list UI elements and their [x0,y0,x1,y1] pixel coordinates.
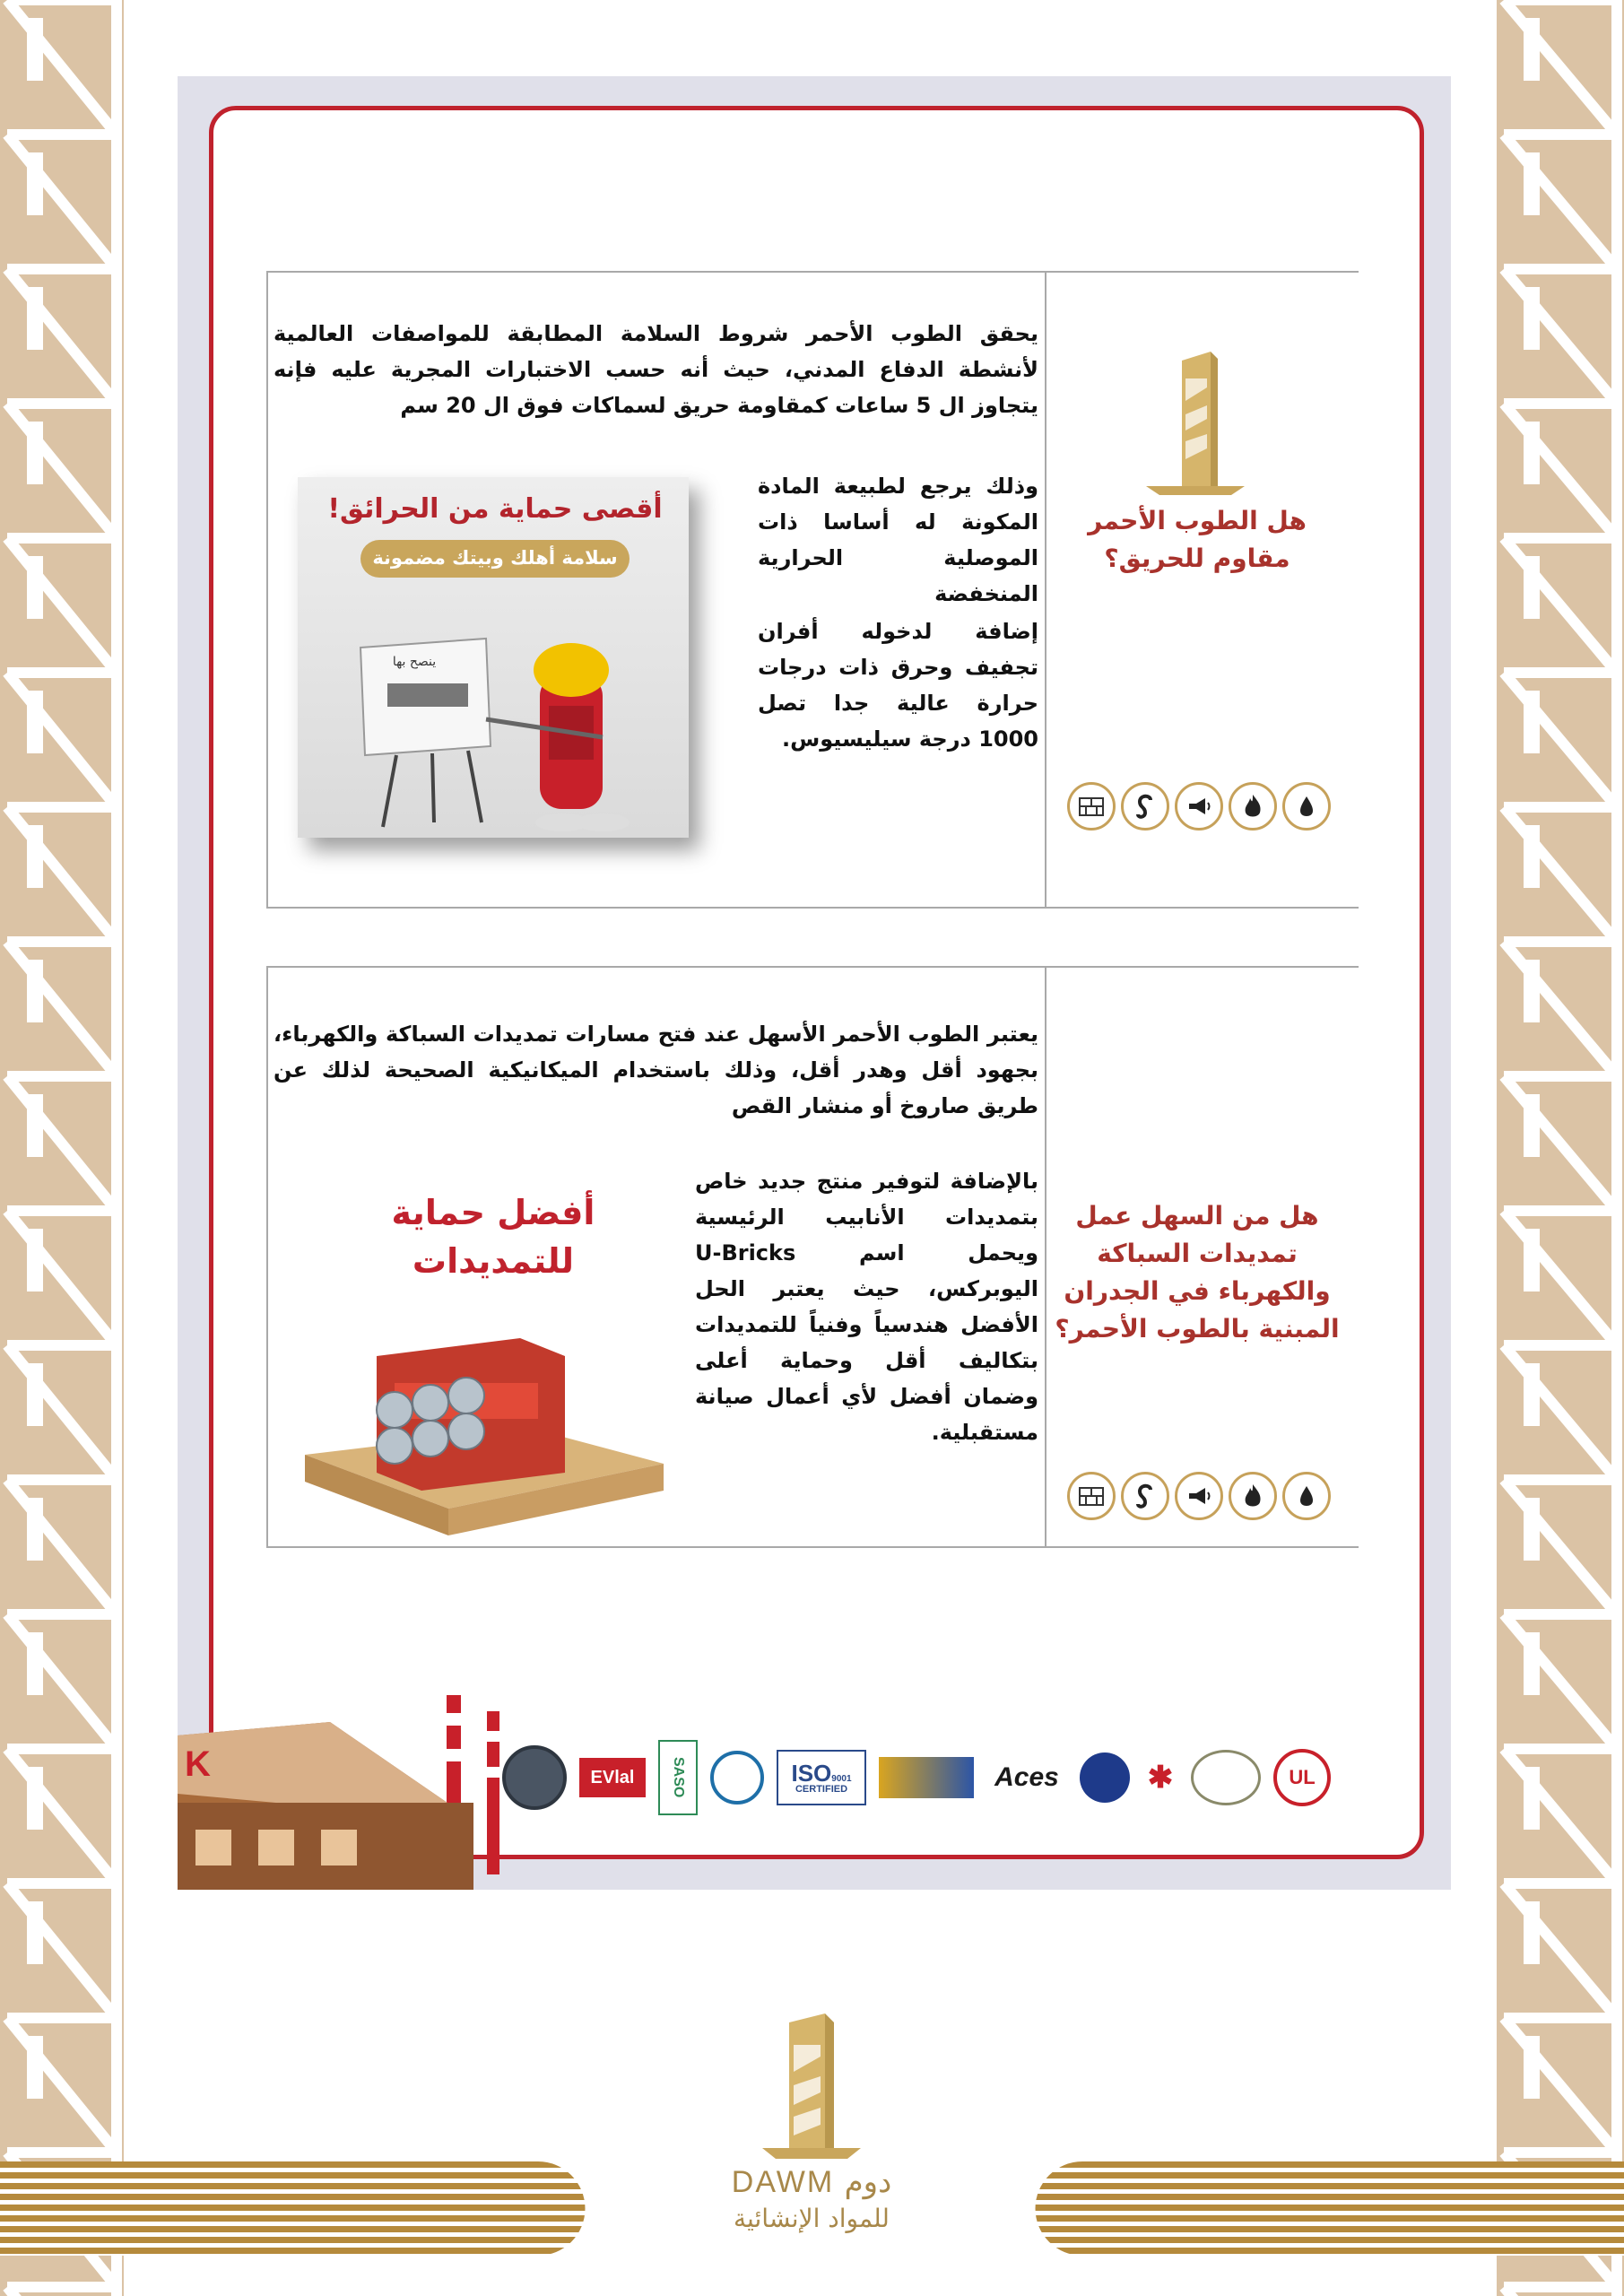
answer-fire-p1: يحقق الطوب الأحمر شروط السلامة المطابقة للمواصفات العالمية لأنشطة الدفاع المدني، حيث أنه حسب الاختبارات المجرية عليه فإنه يتجاوز ال 5 ساعات كمقاومة حريق لسماكات فوق ال 20 سم [274,321,1038,418]
question-plumbing: هل من السهل عمل تمديدات السباكة والكهرباء في الجدران المبنية بالطوب الأحمر؟ [1055,1201,1340,1344]
band-stroke [7,269,117,404]
band-stroke [7,404,117,538]
tower-logo-icon [1146,352,1245,495]
band-bar [1524,556,1540,619]
dawm-brand-logo [699,2013,924,2274]
band-bar [1524,287,1540,350]
band-bar [1524,825,1540,888]
answer-plumbing-p2: بالإضافة لتوفير منتج جديد خاص بتمديدات الأنابيب الرئيسية ويحمل اسم U-Bricks اليوبركس، حيث يعتبر الحل الأفضل هندسياً وفنياً للتمديدات بتكاليف أقل وحماية أعلى وضمان أفضل لأي أعمال صيانة مستقبلية. [695,1169,1038,1445]
ad-title-pipes-line2: للتمديدات [412,1241,575,1281]
feature-icons-plumbing [1067,1472,1331,1520]
band-stroke [1504,807,1617,942]
band-bar [1524,152,1540,215]
factory-letter: K [185,1744,211,1784]
band-bar [27,1094,43,1157]
band-stroke [1504,0,1617,135]
evlal-logo: EVlal [579,1758,646,1797]
band-stroke [7,1749,117,1883]
band-stroke [7,1883,117,2018]
band-bar [27,287,43,350]
megaphone-icon [1175,1472,1223,1520]
band-bar [1524,960,1540,1022]
band-stroke [7,1614,117,1749]
drop-icon [1282,1472,1331,1520]
band-stroke [7,1345,117,1480]
band-stroke [1504,1480,1617,1614]
band-stroke [1504,1749,1617,1883]
band-bar [1524,1229,1540,1292]
brick-wall-icon [1067,782,1116,831]
ad-subtitle-fire: سلامة أهلك وبيتك مضمونة [372,547,618,569]
band-bar [27,18,43,81]
band-bar [27,556,43,619]
answer-plumbing-p1: يعتبر الطوب الأحمر الأسهل عند فتح مسارات تمديدات السباكة والكهرباء، بجهود أقل وهدر أقل، وذلك باستخدام الميكانيكية الصحيحة لذلك عن طريق صاروخ أو منشار القص [274,1022,1038,1118]
brand-name: DAWM دوم [731,2165,892,2199]
band-bar [27,1229,43,1292]
band-stroke [7,2287,117,2296]
u-brick-pipes-illustration [296,1302,673,1535]
ad-board-text: ينصح بها [392,655,437,669]
band-bar [27,152,43,215]
band-bar [1524,422,1540,484]
saso-logo: SASO [658,1740,698,1815]
seal-logo-icon [502,1745,567,1810]
column-divider [1045,273,1046,907]
aces-logo: Aces [994,1762,1059,1792]
decorative-side-band-right [1497,0,1624,2296]
band-stroke [7,1076,117,1211]
tower-logo-icon [699,2013,924,2166]
ear-icon [1121,782,1169,831]
band-bar [1524,1632,1540,1695]
band-stroke [1504,1345,1617,1480]
gold-stripes-right [1033,2161,1624,2256]
band-bar [27,1363,43,1426]
band-bar [27,1632,43,1695]
band-stroke [1504,673,1617,807]
fire-protection-ad-image [298,477,689,838]
band-stroke [7,2018,117,2152]
band-stroke [7,1480,117,1614]
band-bar [27,1498,43,1561]
band-stroke [7,1211,117,1345]
pipes-protection-ad-image [296,1168,673,1535]
answer-fire-p2: وذلك يرجع لطبيعة المادة المكونة له أساسا ذات الموصلية الحرارية المنخفضة [758,474,1038,606]
band-stroke [7,942,117,1076]
certification-logos [502,1740,1331,1815]
arrows-logo-icon: ✱ [1147,1761,1174,1795]
shield-logo-icon [1191,1750,1261,1805]
decorative-side-band-left [0,0,124,2296]
band-stroke [7,538,117,673]
ear-icon [1121,1472,1169,1520]
drop-icon [1282,782,1331,831]
answer-fire-p3: إضافة لدخوله أفران تجفيف وحرق ذات درجات حرارة عالية جدا تصل 1000 درجة سيليسيوس. [758,619,1038,752]
band-stroke [1504,2018,1617,2152]
feature-icons-fire [1067,782,1331,831]
band-stroke [1504,269,1617,404]
gold-ribbon-logo-icon [879,1757,974,1798]
band-stroke [1504,1883,1617,2018]
band-bar [27,960,43,1022]
band-stroke [7,135,117,269]
band-bar [1524,1498,1540,1561]
megaphone-icon [1175,782,1223,831]
band-stroke [7,807,117,942]
band-bar [1524,18,1540,81]
gold-stripes-left [0,2161,587,2256]
band-stroke [1504,538,1617,673]
band-bar [1524,1094,1540,1157]
band-stroke [1504,135,1617,269]
band-bar [27,1767,43,1830]
band-bar [27,1901,43,1964]
band-bar [27,691,43,753]
band-stroke [1504,1211,1617,1345]
factory-illustration [178,1686,518,1890]
extinguisher-mascot-illustration [334,621,674,836]
band-stroke [1504,942,1617,1076]
column-divider [1045,968,1046,1546]
band-bar [1524,1767,1540,1830]
ad-title-fire: أقصى حماية من الحرائق! [327,493,663,525]
band-stroke [1504,1076,1617,1211]
band-stroke [7,673,117,807]
band-bar [1524,691,1540,753]
band-bar [1524,1901,1540,1964]
ul-logo: UL [1273,1749,1331,1806]
brand-tagline: للمواد الإنشائية [734,2204,890,2233]
band-bar [27,825,43,888]
band-bar [1524,2036,1540,2099]
band-stroke [1504,404,1617,538]
astm-logo-icon [710,1751,764,1805]
band-bar [27,422,43,484]
band-bar [1524,1363,1540,1426]
iso-logo: ISO9001 CERTIFIED [777,1750,866,1805]
band-stroke [1504,1614,1617,1749]
flame-icon [1229,782,1277,831]
band-stroke [1504,2287,1617,2296]
brick-wall-icon [1067,1472,1116,1520]
band-bar [27,2036,43,2099]
flame-icon [1229,1472,1277,1520]
globe-logo-icon [1080,1752,1130,1803]
ad-title-pipes-line1: أفضل حماية [391,1193,595,1232]
diagonal-pattern [0,0,124,2296]
band-stroke [7,0,117,135]
diagonal-pattern [1497,0,1624,2296]
question-fire: هل الطوب الأحمر مقاوم للحريق؟ [1088,506,1307,573]
